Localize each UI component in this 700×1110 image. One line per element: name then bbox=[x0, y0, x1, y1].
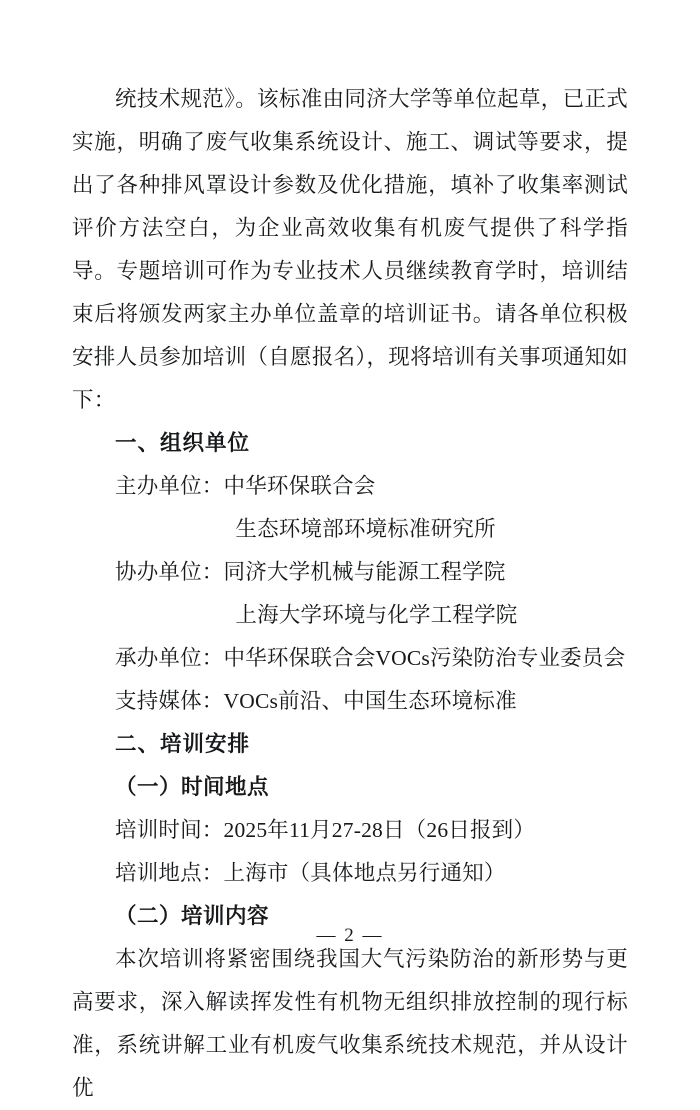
organizer-row-media bbox=[72, 680, 628, 723]
organizer-value-undertaker: 中华环保联合会VOCs污染防治专业委员会 bbox=[223, 646, 626, 670]
organizer-row-coorganizer-2 bbox=[72, 594, 628, 637]
page-number: — 2 — bbox=[316, 925, 384, 946]
organizer-row-host-2 bbox=[72, 508, 628, 551]
organizer-value-coorganizer-2: 上海大学环境与化学工程学院 bbox=[235, 603, 518, 627]
organizer-value-host: 中华环保联合会 bbox=[223, 474, 376, 498]
document-body bbox=[72, 78, 628, 1110]
organizer-label-coorganizer: 协办单位： bbox=[115, 560, 224, 584]
organizer-label-media: 支持媒体： bbox=[115, 689, 224, 713]
organizer-row-coorganizer bbox=[72, 551, 628, 594]
subheading-time-location: （一）时间地点 bbox=[115, 775, 270, 799]
training-location-line: 培训地点：上海市（具体地点另行通知） bbox=[115, 861, 506, 885]
organizer-value-media: VOCs前沿、中国生态环境标准 bbox=[223, 689, 517, 713]
heading-training-arrangement: 二、培训安排 bbox=[115, 732, 251, 756]
organizer-label-undertaker: 承办单位： bbox=[115, 646, 224, 670]
organizer-row-undertaker bbox=[72, 637, 628, 680]
paragraph-intro: 统技术规范》。该标准由同济大学等单位起草，已正式实施，明确了废气收集系统设计、施工、调试等要求，提出了各种排风罩设计参数及优化措施，填补了收集率测试评价方法空白，为企业高效收集有机废气提供了科学指导。专题培训可作为专业技术人员继续教育学时，培训结束后将颁发两家主办单位盖章的培训证书。请各单位积极安排人员参加培训（自愿报名），现将培训有关事项通知如下： bbox=[72, 87, 628, 412]
paragraph-training-content: 本次培训将紧密围绕我国大气污染防治的新形势与更高要求，深入解读挥发性有机物无组织排放控制的现行标准，系统讲解工业有机废气收集系统技术规范，并从设计优 bbox=[72, 947, 628, 1100]
heading-organizers: 一、组织单位 bbox=[115, 431, 251, 455]
organizer-row-host bbox=[72, 465, 628, 508]
organizer-value-host-2: 生态环境部环境标准研究所 bbox=[235, 517, 496, 541]
subheading-training-content: （二）培训内容 bbox=[115, 904, 270, 928]
organizer-value-coorganizer: 同济大学机械与能源工程学院 bbox=[223, 560, 506, 584]
organizer-label-host: 主办单位： bbox=[115, 474, 224, 498]
training-time-line: 培训时间：2025年11月27-28日（26日报到） bbox=[115, 818, 536, 842]
